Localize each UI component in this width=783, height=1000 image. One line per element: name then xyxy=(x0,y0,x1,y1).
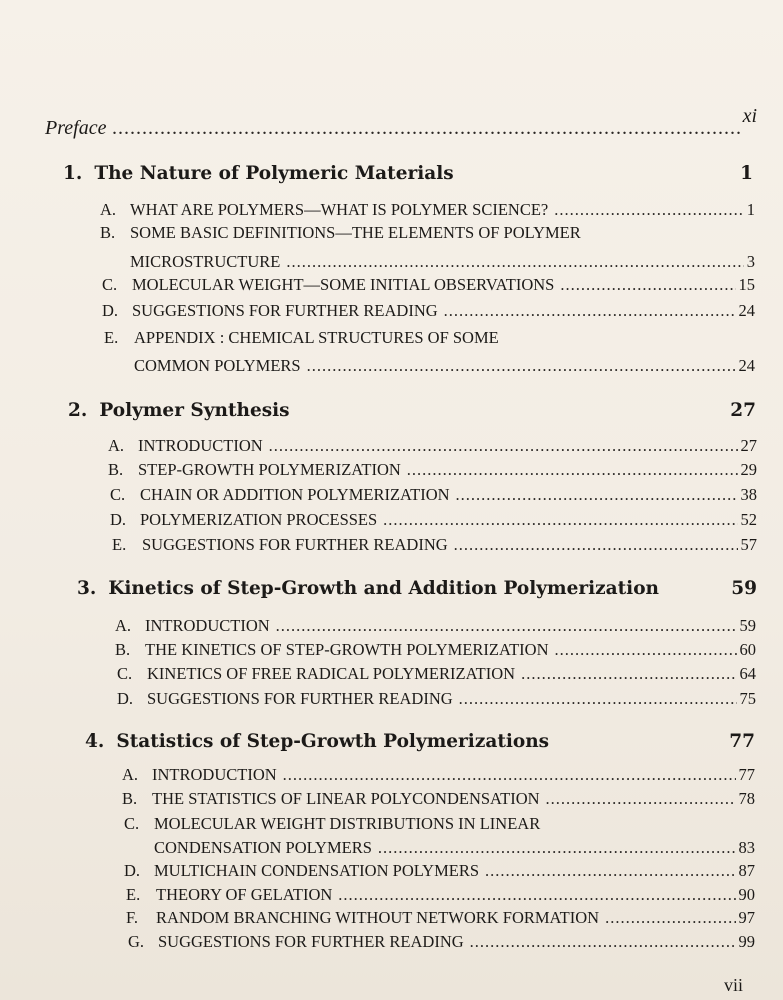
section-page: 1 xyxy=(746,200,755,219)
leader-dots xyxy=(407,460,738,480)
leader-dots xyxy=(383,510,737,530)
section-page: 87 xyxy=(738,861,755,880)
leader-dots xyxy=(444,301,736,321)
preface-label: Preface xyxy=(45,117,107,139)
section-page: 27 xyxy=(740,436,757,455)
chapter-title: Statistics of Step-Growth Polymerizations xyxy=(116,731,550,752)
section-letter: B. xyxy=(122,789,138,808)
toc-section[interactable] xyxy=(108,460,757,480)
section-letter: E. xyxy=(104,328,119,347)
chapter-page: 77 xyxy=(729,731,755,752)
section-page: 78 xyxy=(738,789,755,808)
chapter-number: 4. xyxy=(85,731,105,752)
section-title: THEORY OF GELATION xyxy=(156,885,333,904)
section-title: THE STATISTICS OF LINEAR POLYCONDENSATION xyxy=(152,789,540,808)
section-letter: E. xyxy=(126,885,141,904)
leader-dots xyxy=(560,275,735,295)
section-page: 3 xyxy=(746,252,755,271)
toc-section[interactable] xyxy=(117,664,756,684)
chapter-title: The Nature of Polymeric Materials xyxy=(94,163,454,184)
leader-dots xyxy=(555,640,737,660)
section-page: 59 xyxy=(739,616,756,635)
leader-dots xyxy=(459,689,737,709)
chapter-heading[interactable] xyxy=(77,578,757,599)
section-title-continued: CONDENSATION POLYMERS xyxy=(154,838,372,857)
toc-preface[interactable] xyxy=(45,105,757,140)
section-title: SUGGESTIONS FOR FURTHER READING xyxy=(158,932,464,951)
section-letter: G. xyxy=(128,932,145,951)
section-letter: A. xyxy=(100,200,117,219)
section-page: 64 xyxy=(739,664,756,683)
page-folio: vii xyxy=(723,975,743,995)
section-letter: F. xyxy=(126,908,138,927)
section-letter: D. xyxy=(110,510,127,529)
chapter-number: 3. xyxy=(77,578,97,599)
section-title: SUGGESTIONS FOR FURTHER READING xyxy=(132,301,438,320)
toc-section-first-line[interactable] xyxy=(124,814,540,834)
chapter-page: 27 xyxy=(730,400,756,421)
leader-dots xyxy=(605,908,735,928)
section-title: WHAT ARE POLYMERS—WHAT IS POLYMER SCIENCE? xyxy=(130,200,549,219)
section-title: THE KINETICS OF STEP-GROWTH POLYMERIZATION xyxy=(145,640,549,659)
section-title: SOME BASIC DEFINITIONS—THE ELEMENTS OF POLYMER xyxy=(130,223,581,242)
section-letter: C. xyxy=(124,814,140,833)
section-page: 38 xyxy=(740,485,757,504)
toc-section[interactable] xyxy=(115,640,756,660)
section-title-continued: COMMON POLYMERS xyxy=(134,356,301,375)
section-letter: A. xyxy=(108,436,125,455)
toc-section-continuation[interactable] xyxy=(134,356,755,376)
toc-section-continuation[interactable] xyxy=(154,838,755,858)
section-letter: D. xyxy=(117,689,134,708)
toc-section[interactable] xyxy=(122,789,755,809)
chapter-title: Kinetics of Step-Growth and Addition Polymerization xyxy=(108,578,660,599)
toc-section[interactable] xyxy=(110,485,757,505)
chapter-heading[interactable] xyxy=(68,400,756,421)
section-page: 29 xyxy=(740,460,757,479)
section-letter: C. xyxy=(110,485,126,504)
toc-section[interactable] xyxy=(122,765,755,785)
toc-section[interactable] xyxy=(102,301,755,321)
toc-section[interactable] xyxy=(112,535,757,555)
chapter-title: Polymer Synthesis xyxy=(99,400,290,421)
section-page: 24 xyxy=(738,356,755,375)
section-title: SUGGESTIONS FOR FURTHER READING xyxy=(147,689,453,708)
toc-section[interactable] xyxy=(128,932,755,952)
section-title: RANDOM BRANCHING WITHOUT NETWORK FORMATION xyxy=(156,908,600,927)
toc-section[interactable] xyxy=(108,436,757,456)
section-page: 52 xyxy=(740,510,757,529)
section-title-continued: MICROSTRUCTURE xyxy=(130,252,281,271)
section-title: CHAIN OR ADDITION POLYMERIZATION xyxy=(140,485,450,504)
leader-dots xyxy=(470,932,736,952)
leader-dots xyxy=(521,664,736,684)
leader-dots xyxy=(338,885,735,905)
toc-section-first-line[interactable] xyxy=(100,223,581,243)
section-letter: D. xyxy=(124,861,141,880)
section-page: 97 xyxy=(738,908,755,927)
section-title: MULTICHAIN CONDENSATION POLYMERS xyxy=(154,861,480,880)
section-title: POLYMERIZATION PROCESSES xyxy=(140,510,378,529)
leader-dots xyxy=(283,765,736,785)
chapter-number: 1. xyxy=(63,163,83,184)
section-title: INTRODUCTION xyxy=(138,436,263,455)
section-page: 75 xyxy=(739,689,756,708)
section-page: 90 xyxy=(738,885,755,904)
section-letter: E. xyxy=(112,535,127,554)
leader-dots xyxy=(456,485,738,505)
leader-dots xyxy=(378,838,736,858)
section-title: STEP-GROWTH POLYMERIZATION xyxy=(138,460,401,479)
section-letter: A. xyxy=(122,765,139,784)
section-letter: B. xyxy=(108,460,124,479)
section-page: 77 xyxy=(738,765,755,784)
chapter-heading[interactable] xyxy=(85,731,755,752)
section-page: 15 xyxy=(738,275,755,294)
leader-dots xyxy=(454,535,738,555)
toc-section[interactable] xyxy=(126,908,755,928)
section-title: MOLECULAR WEIGHT DISTRIBUTIONS IN LINEAR xyxy=(154,814,541,833)
leader-dots xyxy=(112,117,739,140)
leader-dots xyxy=(554,200,744,220)
toc-section[interactable] xyxy=(124,861,755,881)
section-page: 57 xyxy=(740,535,757,554)
section-letter: C. xyxy=(102,275,118,294)
section-title: SUGGESTIONS FOR FURTHER READING xyxy=(142,535,448,554)
section-page: 83 xyxy=(738,838,755,857)
section-page: 24 xyxy=(738,301,755,320)
section-page: 60 xyxy=(739,640,756,659)
section-page: 99 xyxy=(738,932,755,951)
toc-section[interactable] xyxy=(126,885,755,905)
section-title: APPENDIX : CHEMICAL STRUCTURES OF SOME xyxy=(134,328,499,347)
toc-section[interactable] xyxy=(100,200,755,220)
leader-dots xyxy=(286,252,743,272)
section-letter: C. xyxy=(117,664,133,683)
chapter-number: 2. xyxy=(68,400,88,421)
toc-section[interactable] xyxy=(117,689,756,709)
toc-section-continuation[interactable] xyxy=(130,252,755,272)
section-letter: B. xyxy=(100,223,116,242)
section-title: INTRODUCTION xyxy=(152,765,277,784)
leader-dots xyxy=(485,861,735,881)
toc-section[interactable] xyxy=(115,616,756,636)
section-letter: B. xyxy=(115,640,131,659)
section-letter: D. xyxy=(102,301,119,320)
toc-section[interactable] xyxy=(110,510,757,530)
toc-section[interactable] xyxy=(102,275,755,295)
leader-dots xyxy=(307,356,736,376)
section-title: KINETICS OF FREE RADICAL POLYMERIZATION xyxy=(147,664,516,683)
chapter-page: 1 xyxy=(740,163,753,184)
section-title: MOLECULAR WEIGHT—SOME INITIAL OBSERVATIONS xyxy=(132,275,555,294)
chapter-heading[interactable] xyxy=(63,163,753,184)
chapter-page: 59 xyxy=(731,578,757,599)
leader-dots xyxy=(276,616,737,636)
section-title: INTRODUCTION xyxy=(145,616,270,635)
toc-section-first-line[interactable] xyxy=(104,328,499,348)
section-letter: A. xyxy=(115,616,132,635)
leader-dots xyxy=(546,789,736,809)
leader-dots xyxy=(269,436,738,456)
preface-page: xi xyxy=(742,105,757,127)
